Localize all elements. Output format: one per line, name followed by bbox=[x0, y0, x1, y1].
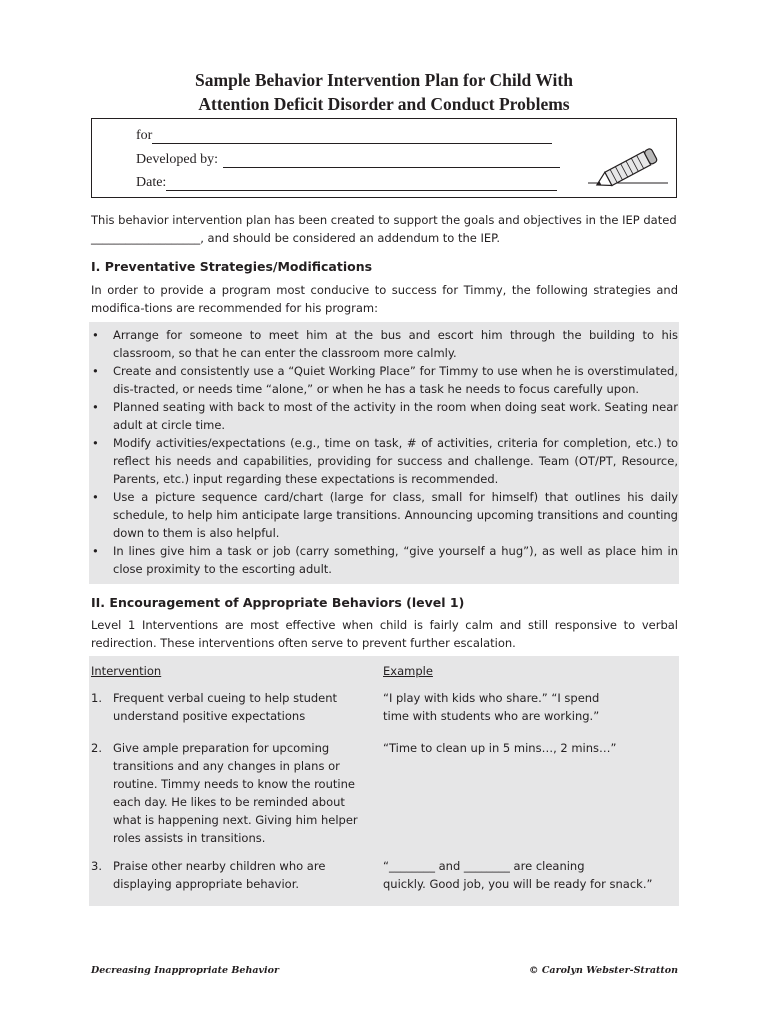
bullet-icon: • bbox=[92, 544, 99, 558]
title-line-1: Sample Behavior Intervention Plan for Child With bbox=[195, 70, 573, 90]
section2-heading: II. Encouragement of Appropriate Behaviors (level 1) bbox=[91, 595, 465, 610]
footer-right: © Carolyn Webster-Stratton bbox=[529, 965, 678, 976]
intro-line-2: ___________________, and should be considered an addendum to the IEP. bbox=[91, 231, 500, 245]
section1-paragraph: In order to provide a program most conducive to success for Timmy, the following strategies and modifica-tions are recommended for his program: bbox=[91, 283, 678, 315]
list-item: • Modify activities/expectations (e.g., time on task, # of activities, criteria for completion, etc.) to reflect his needs and capabilities, providing for success and challenge. Team (OT/PT, Resource, Parents, etc.) input regarding these expectations is recommended. bbox=[92, 436, 678, 486]
bullet-icon: • bbox=[92, 490, 99, 504]
form-box bbox=[91, 118, 677, 198]
list-item: • In lines give him a task or job (carry something, “give yourself a hug”), as well as place him in close proximity to the escorting adult. bbox=[92, 544, 678, 576]
row-intervention: Give ample preparation for upcoming transitions and any changes in plans or routine. Timmy needs to know the routine each day. He likes to be reminded about what is happening next. Giving him helper roles assists in transitions. bbox=[113, 741, 358, 845]
bullet-icon: • bbox=[92, 400, 99, 414]
title-line-2: Attention Deficit Disorder and Conduct Problems bbox=[198, 94, 570, 114]
page-title bbox=[0, 68, 768, 116]
developed-field[interactable] bbox=[223, 152, 560, 168]
row-example: “________ and ________ are cleaning quickly. Good job, you will be ready for snack.” bbox=[383, 859, 653, 891]
developed-label: Developed by: bbox=[136, 152, 219, 167]
pencil-icon bbox=[588, 147, 668, 187]
col-header-example: Example bbox=[383, 664, 433, 678]
bullet-icon: • bbox=[92, 364, 99, 378]
bullet-icon: • bbox=[92, 328, 99, 342]
date-row bbox=[136, 171, 557, 191]
date-label: Date: bbox=[136, 175, 167, 190]
bullet-icon: • bbox=[92, 436, 99, 450]
row-example: “I play with kids who share.” “I spend time with students who are working.” bbox=[383, 691, 600, 723]
row-number: 2. bbox=[91, 741, 102, 755]
row-example: “Time to clean up in 5 mins…, 2 mins…” bbox=[383, 741, 617, 755]
intro-paragraph bbox=[91, 211, 678, 247]
section2-paragraph: Level 1 Interventions are most effective when child is fairly calm and still responsive to verbal redirection. These interventions often serve to prevent further escalation. bbox=[91, 618, 678, 650]
intro-line-1: This behavior intervention plan has been created to support the goals and objectives in the IEP dated bbox=[91, 213, 677, 227]
row-number: 3. bbox=[91, 859, 102, 873]
section1-heading: I. Preventative Strategies/Modifications bbox=[91, 259, 373, 274]
list-item: • Use a picture sequence card/chart (large for class, small for himself) that outlines his daily schedule, to help him anticipate large transitions. Announcing upcoming transitions and counting down to them is also helpful. bbox=[92, 490, 678, 540]
row-intervention: Praise other nearby children who are displaying appropriate behavior. bbox=[113, 859, 326, 891]
list-item: • Planned seating with back to most of the activity in the room when doing seat work. Seating near adult at circle time. bbox=[92, 400, 678, 432]
developed-row bbox=[136, 148, 560, 168]
list-item: • Arrange for someone to meet him at the bus and escort him through the building to his classroom, so that he can enter the classroom more calmly. bbox=[92, 328, 678, 360]
row-number: 1. bbox=[91, 691, 102, 705]
date-field[interactable] bbox=[166, 175, 557, 191]
for-row bbox=[136, 124, 552, 144]
for-label: for bbox=[136, 128, 153, 143]
row-intervention: Frequent verbal cueing to help student understand positive expectations bbox=[113, 691, 338, 723]
list-item: • Create and consistently use a “Quiet Working Place” for Timmy to use when he is overstimulated, dis-tracted, or needs time “alone,” or when he has a task he needs to focus carefully upon. bbox=[92, 364, 678, 396]
footer-left: Decreasing Inappropriate Behavior bbox=[91, 965, 279, 976]
for-field[interactable] bbox=[152, 128, 552, 144]
strategies-list bbox=[91, 326, 678, 578]
col-header-intervention: Intervention bbox=[91, 664, 162, 678]
